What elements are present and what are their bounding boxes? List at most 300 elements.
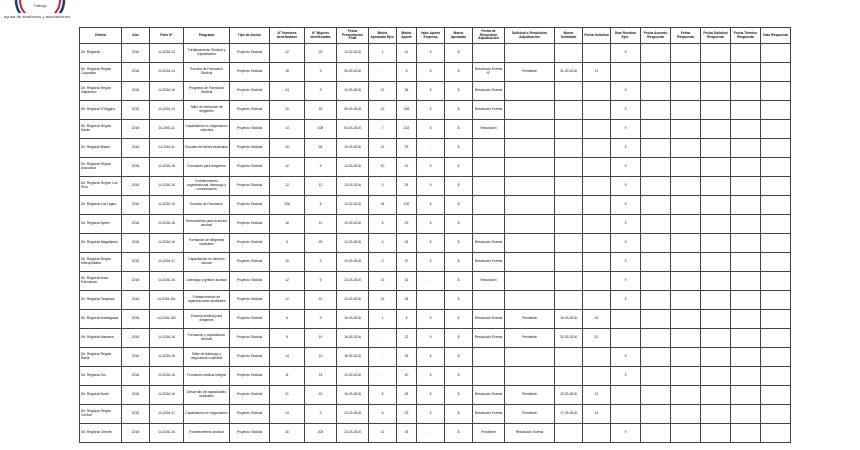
table-cell: Proyecto Sindical bbox=[230, 215, 270, 234]
table-cell: 14-2016-16 bbox=[150, 272, 184, 291]
table-cell: 14 bbox=[270, 120, 305, 139]
table-cell: 2016 bbox=[122, 44, 150, 63]
table-row bbox=[80, 424, 791, 443]
table-cell: Desarrollo de capacidades sindicales bbox=[184, 386, 230, 405]
table-cell: 2016 bbox=[122, 139, 150, 158]
table-cell bbox=[641, 44, 671, 63]
column-header: N° Hombres beneficiados bbox=[270, 28, 305, 44]
table-row bbox=[80, 120, 791, 139]
table-cell: 10-03-2016 bbox=[337, 139, 369, 158]
table-cell: 12 bbox=[369, 82, 397, 101]
table-cell: 2016 bbox=[122, 215, 150, 234]
table-cell bbox=[583, 253, 611, 272]
table-cell bbox=[731, 120, 761, 139]
table-cell: 24 bbox=[397, 234, 417, 253]
table-cell: 102 bbox=[397, 196, 417, 215]
table-cell: 14-2016-14 bbox=[150, 63, 184, 82]
table-cell: 9 bbox=[611, 234, 641, 253]
table-cell: Dir. Regional Región Ñuble bbox=[80, 348, 122, 367]
table-cell bbox=[417, 291, 445, 310]
table-cell: 14-2016-10 bbox=[150, 196, 184, 215]
table-cell: Dir. Regional Arica Parinacota bbox=[80, 272, 122, 291]
table-cell: 12 bbox=[270, 291, 305, 310]
table-cell: Proyecto Sindical bbox=[230, 329, 270, 348]
table-cell: 9 bbox=[611, 120, 641, 139]
table-cell: 2016 bbox=[122, 177, 150, 196]
table-cell: Proyecto Sindical bbox=[230, 177, 270, 196]
table-cell bbox=[641, 120, 671, 139]
table-cell bbox=[671, 82, 701, 101]
table-cell: 2016 bbox=[122, 101, 150, 120]
table-cell bbox=[701, 291, 731, 310]
table-cell bbox=[731, 44, 761, 63]
table-cell: 203 bbox=[305, 424, 337, 443]
table-cell: 16-03-2016 bbox=[337, 329, 369, 348]
table-cell: 14-2016-11 bbox=[150, 120, 184, 139]
table-cell: Resolución Exenta bbox=[473, 405, 505, 424]
table-cell bbox=[671, 367, 701, 386]
table-cell: $ bbox=[445, 329, 473, 348]
table-cell: $ bbox=[445, 424, 473, 443]
column-header: Valor Aporte Empresa bbox=[417, 28, 445, 44]
table-cell: $ bbox=[445, 120, 473, 139]
table-cell bbox=[761, 405, 791, 424]
table-cell: 12 bbox=[369, 139, 397, 158]
projects-table bbox=[79, 27, 791, 443]
table-cell bbox=[701, 386, 731, 405]
table-cell: Dir. Regional Sur bbox=[80, 367, 122, 386]
table-cell bbox=[641, 405, 671, 424]
table-cell: Dir. Regional O'Higgins bbox=[80, 101, 122, 120]
table-cell: Proyecto Sindical bbox=[230, 63, 270, 82]
table-cell: 28 bbox=[305, 139, 337, 158]
table-cell bbox=[473, 158, 505, 177]
table-cell bbox=[761, 291, 791, 310]
table-cell: Proyecto Sindical bbox=[230, 139, 270, 158]
table-cell bbox=[761, 63, 791, 82]
table-cell bbox=[555, 82, 583, 101]
table-cell: 6 bbox=[397, 310, 417, 329]
table-cell: 26-03-2016 bbox=[337, 63, 369, 82]
table-cell: 41 bbox=[397, 44, 417, 63]
table-cell: 103 bbox=[397, 120, 417, 139]
table-cell bbox=[583, 196, 611, 215]
table-cell bbox=[671, 310, 701, 329]
column-header: Programa bbox=[184, 28, 230, 44]
table-cell: Capacitación en negociación bbox=[184, 405, 230, 424]
table-row bbox=[80, 253, 791, 272]
table-cell: Resolución Exenta bbox=[473, 82, 505, 101]
table-cell: Dir. Regional Antofagasta bbox=[80, 310, 122, 329]
table-cell: 14-2016-16 bbox=[150, 367, 184, 386]
table-cell bbox=[505, 101, 555, 120]
table-cell: 16-03-2016 bbox=[337, 348, 369, 367]
table-cell: 9 bbox=[611, 158, 641, 177]
table-cell: 17-03-2016 bbox=[555, 405, 583, 424]
table-cell bbox=[473, 177, 505, 196]
table-cell: 13-03-2016 bbox=[337, 291, 369, 310]
column-header: Fecha Presentación Final bbox=[337, 28, 369, 44]
table-cell: 9 bbox=[611, 177, 641, 196]
table-cell bbox=[505, 234, 555, 253]
table-cell: 9 bbox=[417, 63, 445, 82]
table-cell: Dir. Regional Los Lagos bbox=[80, 196, 122, 215]
table-cell: 9 bbox=[611, 424, 641, 443]
table-cell: 14-2016-17 bbox=[150, 405, 184, 424]
table-cell: 22-03-2016 bbox=[555, 329, 583, 348]
table-cell: 12 bbox=[270, 272, 305, 291]
column-header: Fecha Solicitud Respuesta bbox=[701, 28, 731, 44]
table-cell: 9 bbox=[611, 348, 641, 367]
table-cell: 12 bbox=[369, 424, 397, 443]
table-cell bbox=[671, 63, 701, 82]
table-row bbox=[80, 177, 791, 196]
table-row bbox=[80, 139, 791, 158]
table-cell: 2016 bbox=[122, 253, 150, 272]
table-cell bbox=[701, 234, 731, 253]
table-cell: 10 bbox=[305, 215, 337, 234]
column-header: Oficina bbox=[80, 28, 122, 44]
table-row bbox=[80, 63, 791, 82]
table-cell: 05-03-2016 bbox=[337, 101, 369, 120]
table-cell: Dir. Regional Atacama bbox=[80, 329, 122, 348]
table-cell: $ bbox=[445, 158, 473, 177]
table-cell bbox=[761, 101, 791, 120]
table-cell: 12 bbox=[270, 44, 305, 63]
table-cell: 14-2016-16 bbox=[150, 329, 184, 348]
table-cell: Resolución Exenta bbox=[473, 101, 505, 120]
table-cell: 12 bbox=[583, 386, 611, 405]
table-cell: 14-2016-18 bbox=[150, 158, 184, 177]
table-cell: 31-03-2016 bbox=[555, 63, 583, 82]
table-cell: 28 bbox=[397, 291, 417, 310]
table-cell bbox=[761, 177, 791, 196]
table-cell: Capacitación en negociación colectiva bbox=[184, 120, 230, 139]
table-cell: 9 bbox=[305, 63, 337, 82]
table-cell: 25 bbox=[397, 177, 417, 196]
table-cell: 10 bbox=[305, 291, 337, 310]
table-cell: 5 bbox=[417, 253, 445, 272]
table-cell bbox=[611, 405, 641, 424]
table-cell bbox=[583, 272, 611, 291]
table-cell: 15-03-2016 bbox=[555, 310, 583, 329]
table-cell: 10 bbox=[369, 158, 397, 177]
table-cell: 36 bbox=[397, 82, 417, 101]
table-cell: Dir. Regional Región Los Ríos bbox=[80, 177, 122, 196]
table-cell bbox=[555, 348, 583, 367]
table-cell: $ bbox=[445, 196, 473, 215]
table-cell: Formación de dirigentes sindicales bbox=[184, 234, 230, 253]
table-cell: $ bbox=[445, 63, 473, 82]
table-cell: $ bbox=[445, 291, 473, 310]
table-cell bbox=[761, 215, 791, 234]
table-cell: 14-2016-13 bbox=[150, 101, 184, 120]
table-cell: Dir. Regional Norte bbox=[80, 386, 122, 405]
table-cell: 2016 bbox=[122, 196, 150, 215]
table-cell: 20 bbox=[270, 101, 305, 120]
table-cell bbox=[611, 386, 641, 405]
table-cell bbox=[731, 291, 761, 310]
table-cell: 14-2016-16 bbox=[150, 348, 184, 367]
table-cell bbox=[701, 63, 731, 82]
table-row bbox=[80, 310, 791, 329]
table-cell bbox=[701, 44, 731, 63]
table-cell: Escuela sindical para dirigentes bbox=[184, 310, 230, 329]
table-cell bbox=[731, 348, 761, 367]
table-cell: $ bbox=[445, 215, 473, 234]
table-cell bbox=[671, 158, 701, 177]
table-cell bbox=[555, 291, 583, 310]
table-cell: 14-2016-16 bbox=[150, 424, 184, 443]
table-cell: 10-03-2016 bbox=[337, 82, 369, 101]
column-header: Tipo de Acción bbox=[230, 28, 270, 44]
table-cell bbox=[641, 139, 671, 158]
table-cell: Fortalecimiento de organizaciones sindicales bbox=[184, 291, 230, 310]
table-cell: 9 bbox=[305, 310, 337, 329]
table-cell: - bbox=[417, 424, 445, 443]
table-cell bbox=[671, 424, 701, 443]
table-cell bbox=[473, 291, 505, 310]
table-cell: 12 bbox=[583, 63, 611, 82]
column-header: Año bbox=[122, 28, 150, 44]
table-cell bbox=[583, 367, 611, 386]
table-cell bbox=[505, 272, 555, 291]
table-cell: 2016 bbox=[122, 386, 150, 405]
table-cell: Resolución Exenta bbox=[473, 253, 505, 272]
table-cell: 9 bbox=[611, 215, 641, 234]
table-cell: 12 bbox=[583, 329, 611, 348]
table-cell: 16 bbox=[270, 215, 305, 234]
table-cell: Escuela de líderes sindicales bbox=[184, 139, 230, 158]
table-cell bbox=[583, 424, 611, 443]
table-cell: 22-03-2016 bbox=[555, 386, 583, 405]
table-cell: Resolución bbox=[473, 120, 505, 139]
table-cell bbox=[671, 196, 701, 215]
table-cell: 2016 bbox=[122, 329, 150, 348]
table-cell: 21 bbox=[270, 386, 305, 405]
table-cell: - bbox=[417, 272, 445, 291]
table-row bbox=[80, 272, 791, 291]
table-cell bbox=[611, 63, 641, 82]
table-cell bbox=[731, 367, 761, 386]
table-cell: Resolución Exenta bbox=[505, 424, 555, 443]
table-cell: 14-2016-16 bbox=[150, 386, 184, 405]
table-cell bbox=[731, 101, 761, 120]
table-cell: 9 bbox=[305, 405, 337, 424]
table-cell bbox=[731, 215, 761, 234]
table-cell: Liderazgo y gestión sindical bbox=[184, 272, 230, 291]
table-cell bbox=[505, 196, 555, 215]
table-cell: 23 bbox=[397, 405, 417, 424]
table-cell: 5 bbox=[369, 386, 397, 405]
table-cell: 10-03-2016 bbox=[337, 215, 369, 234]
table-cell: - bbox=[369, 348, 397, 367]
table-cell: Pendiente bbox=[473, 424, 505, 443]
table-cell bbox=[701, 158, 731, 177]
table-cell: 5 bbox=[417, 348, 445, 367]
table-cell: 13-03-2016 bbox=[337, 424, 369, 443]
table-cell bbox=[701, 101, 731, 120]
table-cell: 5 bbox=[417, 196, 445, 215]
column-header: Fecha Respuesta bbox=[671, 28, 701, 44]
table-cell: 1 bbox=[369, 44, 397, 63]
table-row bbox=[80, 196, 791, 215]
table-cell: 12 bbox=[305, 177, 337, 196]
table-cell: 03-03-2016 bbox=[337, 120, 369, 139]
table-cell: Dir. Regional Región Metropolitana bbox=[80, 253, 122, 272]
table-cell bbox=[671, 291, 701, 310]
table-cell: 22 bbox=[305, 386, 337, 405]
table-cell: - bbox=[417, 139, 445, 158]
table-cell: Proyecto Sindical bbox=[230, 291, 270, 310]
table-cell: 9 bbox=[270, 329, 305, 348]
table-cell: 9 bbox=[611, 291, 641, 310]
table-cell bbox=[761, 272, 791, 291]
table-cell bbox=[701, 310, 731, 329]
table-cell: Dir. Regional Región Coquimbo bbox=[80, 63, 122, 82]
table-cell: 9 bbox=[611, 253, 641, 272]
table-row bbox=[80, 291, 791, 310]
table-cell bbox=[671, 44, 701, 63]
table-cell bbox=[761, 44, 791, 63]
table-cell: 12 bbox=[270, 177, 305, 196]
table-cell bbox=[701, 253, 731, 272]
table-cell: 9 bbox=[305, 272, 337, 291]
table-cell: 3 bbox=[369, 234, 397, 253]
table-cell bbox=[671, 101, 701, 120]
table-cell bbox=[701, 405, 731, 424]
table-cell: $ bbox=[445, 234, 473, 253]
table-cell: Pendiente bbox=[505, 405, 555, 424]
table-cell bbox=[555, 120, 583, 139]
table-cell: Formación para dirigentes bbox=[184, 158, 230, 177]
table-cell: Proyecto Sindical bbox=[230, 120, 270, 139]
table-cell: Dir. Regional ... bbox=[80, 44, 122, 63]
table-cell: $ bbox=[445, 44, 473, 63]
table-cell: Proyecto Sindical bbox=[230, 158, 270, 177]
table-cell: 24 bbox=[305, 367, 337, 386]
table-cell: Formación y capacitación sindical bbox=[184, 329, 230, 348]
table-cell bbox=[701, 139, 731, 158]
table-cell: 13-03-2016 bbox=[337, 405, 369, 424]
table-cell: Resolución Exenta N° bbox=[473, 63, 505, 82]
table-cell bbox=[473, 348, 505, 367]
table-cell bbox=[641, 63, 671, 82]
table-cell: Proyecto Sindical bbox=[230, 44, 270, 63]
table-cell: Fortalecimiento sindical bbox=[184, 424, 230, 443]
table-cell bbox=[641, 424, 671, 443]
table-cell bbox=[473, 139, 505, 158]
table-cell bbox=[671, 348, 701, 367]
table-row bbox=[80, 158, 791, 177]
table-cell bbox=[761, 329, 791, 348]
column-header: Folio N° bbox=[150, 28, 184, 44]
column-header: Fecha Solicitud bbox=[583, 28, 611, 44]
table-cell: Dir. Regional Región Maule bbox=[80, 120, 122, 139]
column-header: Fecha Término Respuesta bbox=[731, 28, 761, 44]
table-cell bbox=[583, 291, 611, 310]
table-cell: 5 bbox=[369, 215, 397, 234]
table-cell bbox=[671, 329, 701, 348]
table-row bbox=[80, 386, 791, 405]
table-cell bbox=[761, 82, 791, 101]
table-cell: 25 bbox=[397, 386, 417, 405]
table-cell: 14-2016-16 bbox=[150, 82, 184, 101]
table-cell: 5 bbox=[417, 386, 445, 405]
table-cell bbox=[583, 234, 611, 253]
table-cell bbox=[583, 139, 611, 158]
table-cell bbox=[701, 177, 731, 196]
table-cell: 13-03-2016 bbox=[337, 196, 369, 215]
table-cell: 6 bbox=[270, 310, 305, 329]
table-cell: Proyecto Sindical bbox=[230, 234, 270, 253]
table-row bbox=[80, 367, 791, 386]
table-cell: 2016 bbox=[122, 367, 150, 386]
table-cell bbox=[761, 367, 791, 386]
table-cell: 10 bbox=[270, 253, 305, 272]
table-row bbox=[80, 101, 791, 120]
table-cell bbox=[555, 234, 583, 253]
table-cell bbox=[671, 272, 701, 291]
table-cell: 5 bbox=[417, 215, 445, 234]
organization-line: ayuda de sindicatos y asociaciones bbox=[4, 14, 71, 19]
table-cell bbox=[555, 44, 583, 63]
table-cell: Fortalecimiento organizacional, liderazgo y comunicación bbox=[184, 177, 230, 196]
table-cell: 9 bbox=[611, 82, 641, 101]
table-cell: 13-03-2016 bbox=[337, 272, 369, 291]
table-cell: 5 bbox=[417, 177, 445, 196]
table-cell bbox=[583, 101, 611, 120]
table-cell: 14 bbox=[270, 405, 305, 424]
table-cell bbox=[761, 310, 791, 329]
table-cell: 9 bbox=[611, 367, 641, 386]
table-cell: Programa de Formación Sindical bbox=[184, 82, 230, 101]
table-cell: $ bbox=[445, 405, 473, 424]
table-cell: 16 bbox=[270, 424, 305, 443]
logo-text: Trabajo bbox=[33, 3, 47, 8]
table-cell: 14 bbox=[583, 405, 611, 424]
table-cell: 24 bbox=[369, 196, 397, 215]
table-cell bbox=[505, 82, 555, 101]
table-cell: Dir. Regional Oriente bbox=[80, 424, 122, 443]
table-cell: 18 bbox=[305, 101, 337, 120]
table-cell bbox=[641, 158, 671, 177]
table-cell: 2016 bbox=[122, 120, 150, 139]
table-cell: Dir. Regional Región Valparaíso bbox=[80, 82, 122, 101]
table-header-row bbox=[80, 28, 791, 44]
table-cell: 13 bbox=[369, 272, 397, 291]
table-cell: 9 bbox=[397, 63, 417, 82]
table-cell bbox=[731, 386, 761, 405]
table-cell: 14-2016-12 bbox=[150, 44, 184, 63]
table-cell bbox=[555, 367, 583, 386]
table-cell: Taller de liderazgo y negociación colectiva bbox=[184, 348, 230, 367]
table-cell: 6 bbox=[369, 405, 397, 424]
table-cell: 22 bbox=[397, 329, 417, 348]
table-cell: Formación sindical integral bbox=[184, 367, 230, 386]
table-cell: 13-03-2016 bbox=[337, 234, 369, 253]
table-cell: Proyecto Sindical bbox=[230, 367, 270, 386]
table-cell bbox=[701, 367, 731, 386]
table-cell: 5 bbox=[305, 158, 337, 177]
table-cell bbox=[505, 253, 555, 272]
table-cell bbox=[505, 139, 555, 158]
table-cell: 14-2016-162 bbox=[150, 310, 184, 329]
table-cell bbox=[583, 158, 611, 177]
table-cell bbox=[641, 291, 671, 310]
table-cell bbox=[671, 253, 701, 272]
table-cell bbox=[473, 367, 505, 386]
